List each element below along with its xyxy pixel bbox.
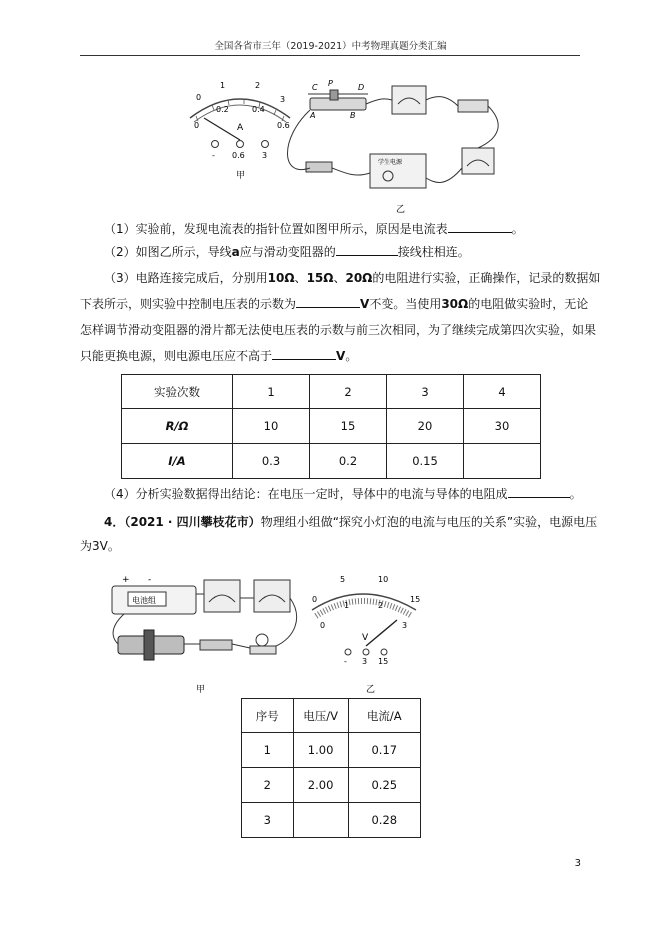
experiment-table-2: [241, 698, 421, 838]
experiment-table-1: [121, 374, 541, 479]
ammeter-tick-bottom: 0.2: [216, 105, 229, 114]
ammeter-tick-bottom: 0.6: [277, 121, 290, 130]
switch-icon: [200, 640, 232, 650]
svg-text:D: D: [358, 83, 365, 92]
svg-text:0: 0: [320, 621, 326, 630]
figure-label-jia: 甲: [236, 171, 246, 181]
ammeter-tick-bottom: 0.4: [252, 105, 265, 114]
empty-cell[interactable]: [293, 803, 348, 838]
resistor-box-icon: [458, 100, 488, 112]
answer-blank-2[interactable]: [336, 243, 398, 256]
q3-line-5: 怎样调节滑动变阻器的滑片都无法使电压表的示数与前三次相同，为了继续完成第四次实验，如果: [80, 323, 597, 337]
ammeter-tick-top: 3: [280, 95, 286, 104]
svg-text:P: P: [328, 79, 333, 88]
svg-text:2: 2: [378, 601, 384, 610]
svg-text:电池组: 电池组: [132, 596, 156, 605]
ammeter-terminal-label: 3: [262, 151, 268, 160]
svg-text:V: V: [362, 633, 369, 643]
svg-text:15: 15: [410, 595, 421, 604]
ammeter-tick-bottom: 0: [194, 121, 200, 130]
svg-text:1: 1: [344, 601, 350, 610]
voltmeter-icon: [392, 86, 426, 114]
ammeter-tick-top: 0: [196, 93, 202, 102]
answer-blank-3[interactable]: [296, 295, 360, 308]
ammeter-unit: A: [237, 123, 244, 133]
figure-label-yi: 乙: [366, 685, 376, 695]
svg-text:3: 3: [402, 621, 408, 630]
answer-blank-4[interactable]: [272, 347, 336, 360]
ammeter-needle: [204, 118, 240, 140]
q3-line-1: （1）实验前，发现电流表的指针位置如图甲所示，原因是电流表 。: [104, 222, 524, 236]
table-row: 序号 电压/V 电流/A: [242, 699, 421, 733]
voltmeter-dial: [312, 575, 420, 695]
ammeter-tick-top: 1: [220, 81, 226, 90]
answer-blank-5[interactable]: [508, 485, 570, 498]
figure-label-jia: 甲: [196, 685, 206, 695]
table-row: I/A 0.3 0.2 0.15: [122, 444, 541, 479]
table-row: 1 1.00 0.17: [242, 733, 421, 768]
svg-text:B: B: [350, 111, 356, 120]
svg-text:5: 5: [340, 575, 346, 584]
table-row: 实验次数 1 2 3 4: [122, 375, 541, 409]
svg-text:C: C: [312, 83, 318, 92]
svg-text:-: -: [344, 657, 347, 666]
ammeter-icon: [204, 580, 240, 612]
svg-text:10: 10: [378, 575, 389, 584]
table-row: R/Ω 10 15 20 30: [122, 409, 541, 444]
switch-icon: [306, 162, 332, 172]
q3-line-4: 下表所示，则实验中控制电压表的示数为 V不变。当使用30Ω的电阻做实验时，无论: [80, 297, 589, 311]
header-rule: [80, 55, 580, 56]
voltmeter-needle: [366, 620, 397, 646]
page-header: 全国各省市三年（2019-2021）中考物理真题分类汇编: [214, 41, 447, 52]
q3-line-7: （4）分析实验数据得出结论：在电压一定时，导体中的电流与导体的电阻成 。: [104, 487, 582, 501]
bulb-icon: [256, 634, 268, 646]
svg-text:3: 3: [362, 657, 368, 666]
q4-line-2: 为3V。: [80, 539, 120, 553]
table-row: 3 0.28: [242, 803, 421, 838]
ammeter-terminal-label: 0.6: [232, 151, 245, 160]
rheostat-slider: [144, 630, 154, 660]
q3-line-2: （2）如图乙所示，导线a应与滑动变阻器的 接线柱相连。: [104, 245, 470, 259]
svg-text:15: 15: [378, 657, 389, 666]
answer-blank-1[interactable]: [448, 220, 512, 233]
figure-label-yi: 乙: [396, 205, 406, 215]
voltmeter-icon: [254, 580, 290, 612]
svg-text:+: +: [122, 575, 130, 585]
ammeter-dial: [190, 81, 290, 181]
table-row: 2 2.00 0.25: [242, 768, 421, 803]
svg-text:A: A: [310, 111, 316, 120]
svg-text:学生电源: 学生电源: [378, 159, 403, 166]
circuit-diagram: [288, 79, 499, 215]
ammeter-icon: [462, 148, 494, 174]
empty-cell[interactable]: [464, 444, 541, 479]
figure-1: [160, 78, 500, 218]
ammeter-tick-top: 2: [255, 81, 261, 90]
svg-text:0: 0: [312, 595, 318, 604]
svg-text:-: -: [148, 575, 152, 585]
figure-2: [104, 568, 424, 698]
circuit-photo: [112, 575, 297, 695]
ammeter-terminal-label: -: [212, 151, 215, 160]
rheostat-slider: [330, 90, 338, 100]
q3-line-3: （3）电路连接完成后，分别用10Ω、15Ω、20Ω的电阻进行实验，正确操作，记录的数据如: [104, 271, 601, 285]
q3-line-6: 只能更换电源，则电源电压应不高于 V。: [80, 349, 358, 363]
q4-line-1: 4．（2021 · 四川攀枝花市）物理组小组做“探究小灯泡的电流与电压的关系”实验，电源电压: [104, 515, 598, 529]
page-number: 3: [574, 858, 581, 869]
